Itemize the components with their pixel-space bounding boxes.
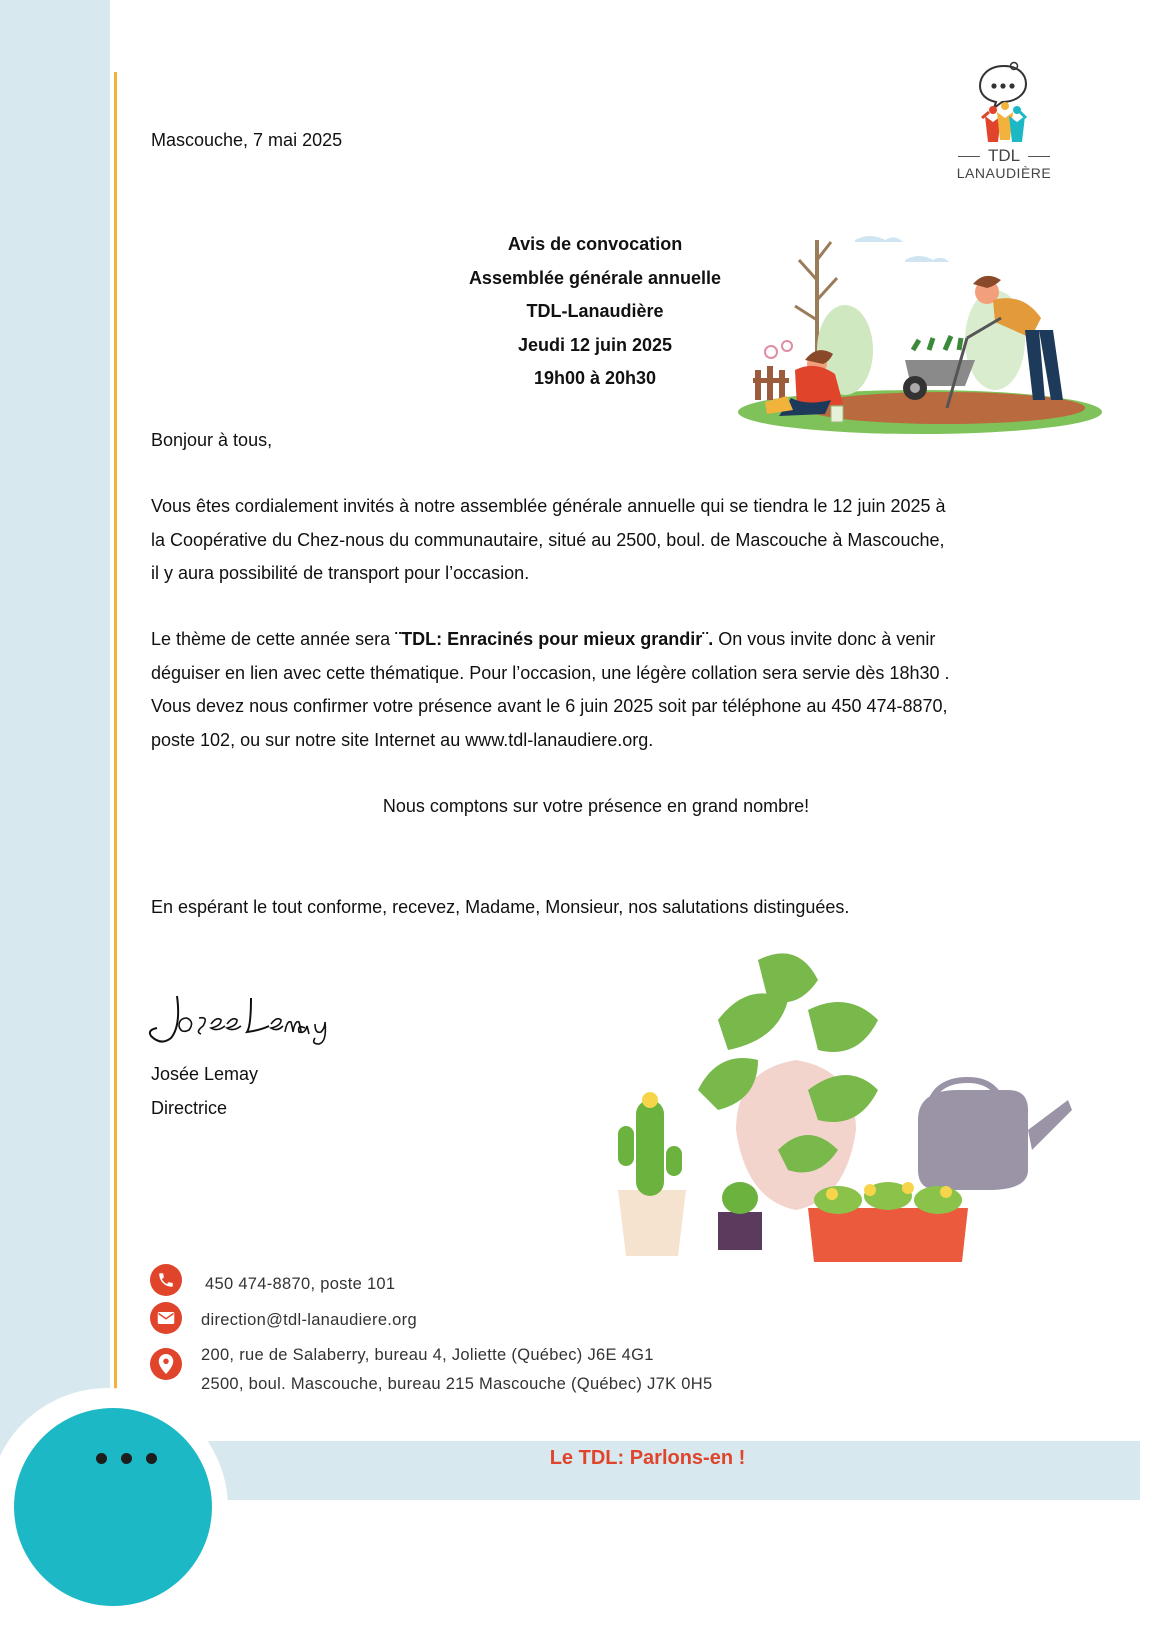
gardening-illustration [735,220,1105,440]
title-line: TDL-Lanaudière [526,301,664,321]
gold-margin-line [114,72,117,1390]
paragraph-line: Vous êtes cordialement invités à notre assemblée générale annuelle qui se tiendra le 12 juin 2025 à [151,496,946,516]
logo-people-icon [976,60,1032,144]
greeting: Bonjour à tous, [151,430,273,450]
plants-illustration [608,950,1078,1270]
logo-region-text: LANAUDIÈRE [956,165,1052,181]
title-line: Jeudi 12 juin 2025 [517,334,673,355]
logo-tdl-text: TDL [948,146,1060,166]
paragraph-invitation [151,490,1041,591]
paragraph-line: la Coopérative du Chez-nous du communautaire, situé au 2500, boul. de Mascouche à Mascouche, [151,529,945,550]
signatory-name: Josée Lemay [151,1064,259,1084]
theme-prefix: Le thème de cette année sera [151,629,396,649]
handwritten-signature [147,988,347,1048]
paragraph-line: déguiser en lien avec cette thématique. Pour l’occasion, une légère collation sera servie dès 18h30 . [151,662,950,683]
contact-address-mascouche: 2500, boul. Mascouche, bureau 215 Mascouche (Québec) J7K 0H5 [201,1375,713,1393]
title-line: 19h00 à 20h30 [533,368,657,388]
paragraph-line: il y aura possibilité de transport pour l’occasion. [151,563,530,583]
closing-formula: En espérant le tout conforme, recevez, Madame, Monsieur, nos salutations distinguées. [151,897,850,917]
signatory-title: Directrice [151,1098,228,1118]
contact-address-joliette: 200, rue de Salaberry, bureau 4, Joliette (Québec) J6E 4G1 [201,1346,654,1364]
tdl-logo [948,60,1060,185]
mail-icon [150,1302,182,1334]
paragraph-line: Vous devez nous confirmer votre présence avant le 6 juin 2025 soit par téléphone au 450 474-8870, [151,696,948,716]
title-line: Assemblée générale annuelle [468,267,722,288]
attendance-call: Nous comptons sur votre présence en grand nombre! [382,796,810,816]
theme-suffix: On vous invite donc à venir [713,629,936,649]
paragraph-line [151,623,1041,657]
chat-bubble [14,1408,212,1606]
footer-slogan: Le TDL: Parlons-en ! [549,1447,746,1469]
left-decorative-band [0,0,110,1500]
theme-name: ¨TDL: Enracinés pour mieux grandir¨. [395,629,714,649]
phone-icon [150,1264,182,1296]
paragraph-theme [151,623,1041,757]
title-line: Avis de convocation [507,234,683,254]
letter-date: Mascouche, 7 mai 2025 [151,130,343,150]
location-pin-icon [150,1348,182,1380]
paragraph-line: poste 102, ou sur notre site Internet au www.tdl-lanaudiere.org. [151,729,654,750]
contact-phone: 450 474-8870, poste 101 [205,1275,396,1293]
contact-email[interactable]: direction@tdl-lanaudiere.org [201,1311,417,1329]
